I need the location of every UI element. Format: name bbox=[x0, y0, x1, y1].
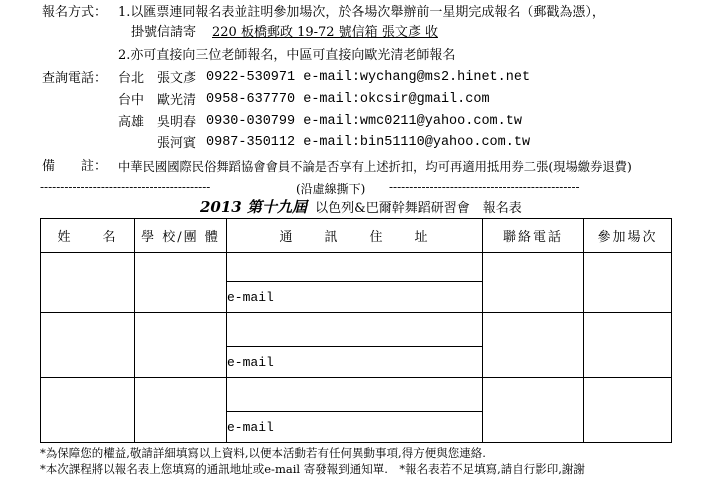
contact-info: 0958-637770 e-mail:okcsir@gmail.com bbox=[206, 92, 490, 107]
note-notification: *本次課程將以報名表上您填寫的通訊地址或e-mail 寄發報到通知單. *報名表若不足填寫,請自行影印,謝謝 bbox=[40, 462, 585, 476]
name-cell[interactable] bbox=[41, 313, 135, 378]
form-title bbox=[200, 199, 522, 217]
mail-prefix: 掛號信請寄 bbox=[131, 25, 197, 40]
registration-form-table bbox=[40, 218, 672, 443]
form-title-year: 2013 第十九屆 bbox=[200, 198, 307, 216]
phone-cell[interactable] bbox=[483, 378, 584, 443]
header-address: 通 訊 住 址 bbox=[227, 219, 483, 253]
sessions-cell[interactable] bbox=[584, 313, 672, 378]
email-cell[interactable]: e-mail bbox=[227, 282, 483, 313]
table-row bbox=[41, 253, 672, 282]
contact-name: 張文彥 bbox=[157, 71, 197, 86]
header-phone: 聯絡電話 bbox=[483, 219, 584, 253]
contact-city: 台北 bbox=[118, 71, 145, 86]
email-cell[interactable]: e-mail bbox=[227, 347, 483, 378]
organization-cell[interactable] bbox=[135, 378, 227, 443]
contacts-label: 查詢電話： bbox=[42, 71, 108, 86]
phone-cell[interactable] bbox=[483, 253, 584, 313]
note-privacy: *為保障您的權益,敬請詳細填寫以上資料,以便本活動若有任何異動事項,得方便與您連絡. bbox=[40, 446, 486, 460]
table-row bbox=[41, 378, 672, 412]
name-cell[interactable] bbox=[41, 378, 135, 443]
header-name: 姓 名 bbox=[41, 219, 135, 253]
sessions-cell[interactable] bbox=[584, 378, 672, 443]
contact-info: 0930-030799 e-mail:wmc0211@yahoo.com.tw bbox=[206, 114, 522, 129]
contact-name: 歐光清 bbox=[157, 93, 197, 108]
contact-city: 台中 bbox=[118, 93, 145, 108]
table-row bbox=[41, 313, 672, 347]
table-header-row bbox=[41, 219, 672, 253]
contact-info: 0987-350112 e-mail:bin51110@yahoo.com.tw bbox=[206, 135, 531, 150]
registration-label: 報名方式： bbox=[42, 5, 108, 20]
contact-info: 0922-530971 e-mail:wychang@ms2.hinet.net bbox=[206, 70, 531, 85]
address-cell[interactable] bbox=[227, 313, 483, 347]
address-cell[interactable] bbox=[227, 378, 483, 412]
contact-name: 吳明春 bbox=[157, 115, 197, 130]
organization-cell[interactable] bbox=[135, 253, 227, 313]
name-cell[interactable] bbox=[41, 253, 135, 313]
registration-item-2: 2.亦可直接向三位老師報名，中區可直接向歐光清老師報名 bbox=[118, 48, 456, 63]
remark-label: 備 註： bbox=[42, 159, 108, 174]
address-cell[interactable] bbox=[227, 253, 483, 282]
cut-line-left: ------------------------------------------ bbox=[40, 180, 211, 194]
header-organization: 學 校/團 體 bbox=[135, 219, 227, 253]
cut-line-text: (沿虛線撕下) bbox=[296, 182, 366, 196]
remark-text: 中華民國國際民俗舞蹈協會會員不論是否享有上述折扣，均可再適用抵用券二張(現場繳券退費) bbox=[118, 160, 632, 174]
email-cell[interactable]: e-mail bbox=[227, 412, 483, 443]
sessions-cell[interactable] bbox=[584, 253, 672, 313]
contact-name: 張河賓 bbox=[157, 136, 197, 151]
phone-cell[interactable] bbox=[483, 313, 584, 378]
form-title-rest: 以色列&巴爾幹舞蹈研習會 報名表 bbox=[315, 201, 522, 216]
header-sessions: 參加場次 bbox=[584, 219, 672, 253]
registration-item-1: 1.以匯票連同報名表並註明參加場次，於各場次舉辦前一星期完成報名（郵戳為憑）， bbox=[118, 5, 605, 20]
organization-cell[interactable] bbox=[135, 313, 227, 378]
cut-line-right: ----------------------------------------------- bbox=[389, 180, 580, 194]
contact-city: 高雄 bbox=[118, 115, 145, 130]
mail-address: 220 板橋郵政 19-72 號信箱 張文彥 收 bbox=[212, 25, 438, 40]
